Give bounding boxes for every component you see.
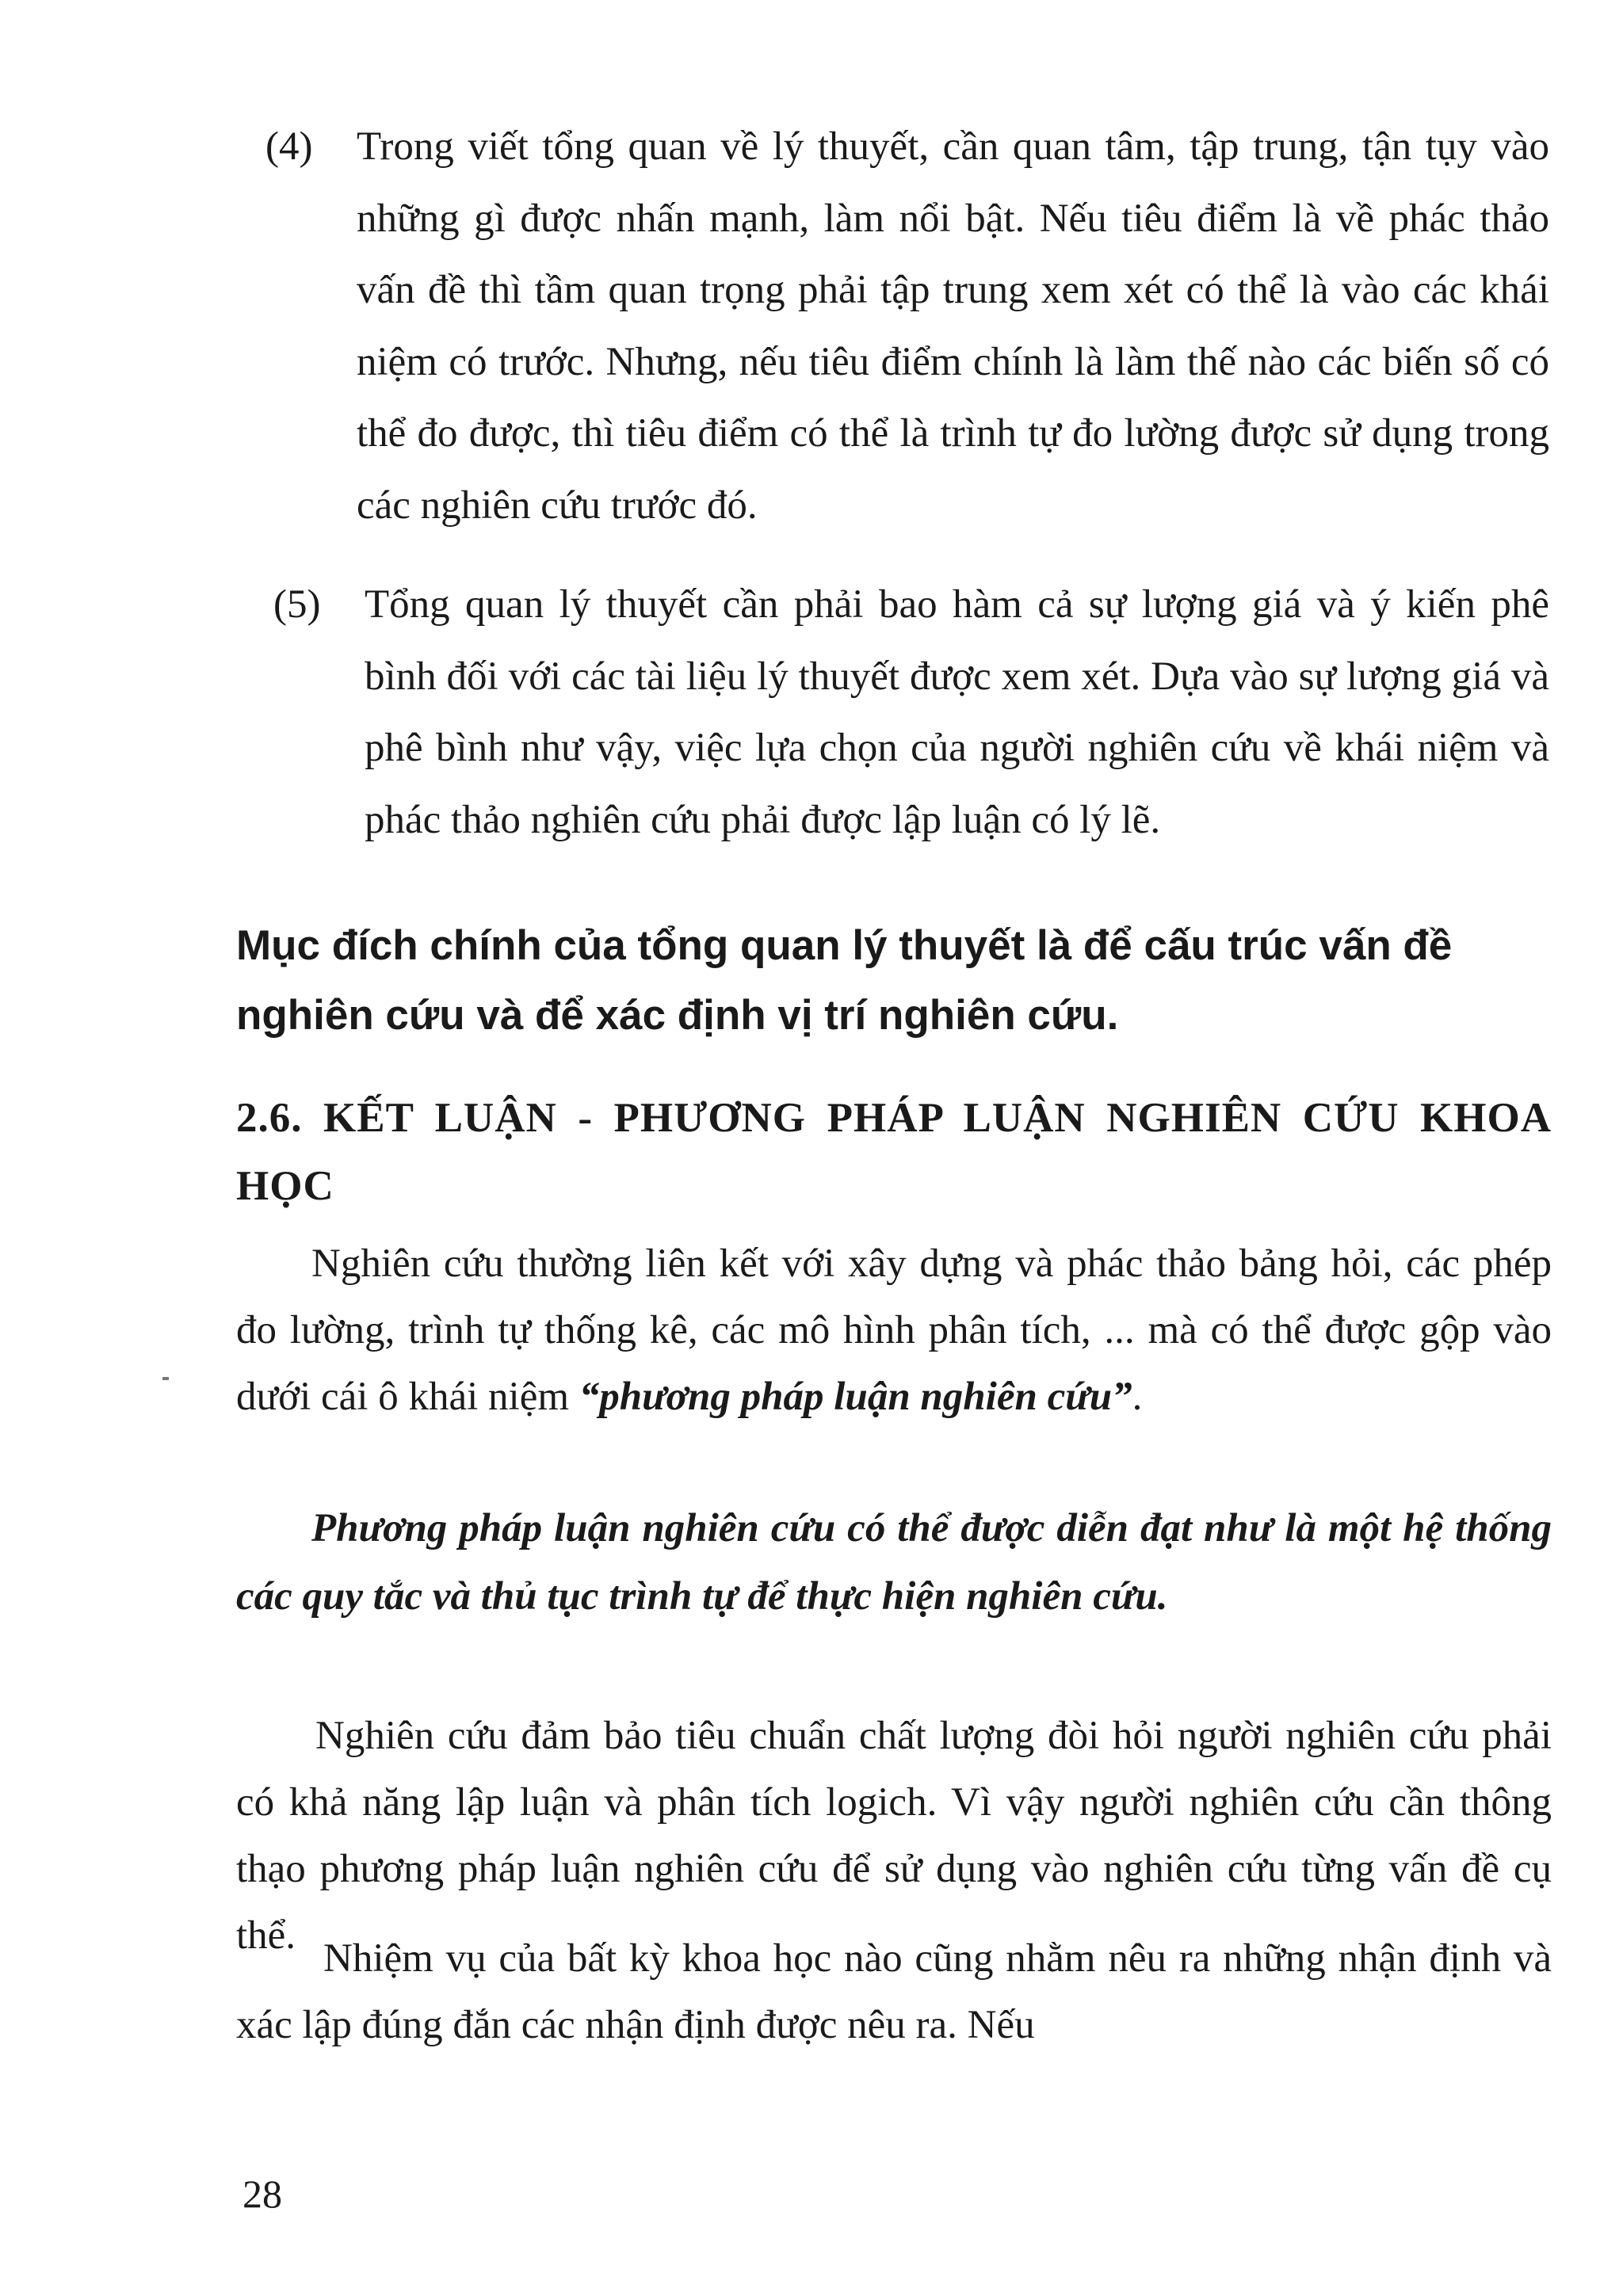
list-item-text: Trong viết tổng quan về lý thuyết, cần quan tâm, tập trung, tận tụy vào những gì được nhấn mạnh, làm nổi bật. Nếu tiêu điểm là về phác thảo vấn đề thì tầm quan trọng phải tập trung xem xét có thể là vào các khái niệm có trước. Nhưng, nếu tiêu điểm chính là làm thế nào các biến số có thể đo được, thì tiêu điểm có thể là trình tự đo lường được sử dụng trong các nghiên cứu trước đó.: [357, 124, 1549, 528]
paragraph-end: .: [1132, 1375, 1143, 1419]
paragraph: Nhiệm vụ của bất kỳ khoa học nào cũng nhằm nêu ra những nhận định và xác lập đúng đắn các nhận định được nêu ra. Nếu: [236, 1936, 1552, 2047]
key-term: “phương pháp luận nghiên cứu”: [579, 1375, 1132, 1419]
definition-paragraph: Phương pháp luận nghiên cứu có thể được diễn đạt như là một hệ thống các quy tắc và thủ tục trình tự để thực hiện nghiên cứu.: [236, 1506, 1552, 1619]
paragraph: Nghiên cứu đảm bảo tiêu chuẩn chất lượng đòi hỏi người nghiên cứu phải có khả năng lập luận và phân tích logich. Vì vậy người nghiên cứu cần thông thạo phương pháp luận nghiên cứu để sử dụng vào nghiên cứu từng vấn đề cụ thể.: [236, 1714, 1552, 1958]
paragraph-text: Nghiên cứu thường liên kết với xây dựng và phác thảo bảng hỏi, các phép đo lường, trình tự thống kê, các mô hình phân tích, ... mà có thể được gộp vào dưới cái ô khái niệm: [236, 1241, 1552, 1419]
scan-speck: [162, 1377, 169, 1380]
section-heading: 2.6. KẾT LUẬN - PHƯƠNG PHÁP LUẬN NGHIÊN CỨU KHOA HỌC: [236, 1095, 1552, 1209]
list-item-4: [265, 111, 1549, 541]
list-item-number: (5): [273, 582, 321, 627]
key-point-statement: Mục đích chính của tổng quan lý thuyết là để cấu trúc vấn đề nghiên cứu và để xác định vị trí nghiên cứu.: [236, 922, 1453, 1039]
paragraph: [236, 1230, 1552, 1430]
list-item-5: [273, 569, 1549, 856]
list-item-text: Tổng quan lý thuyết cần phải bao hàm cả sự lượng giá và ý kiến phê bình đối với các tài liệu lý thuyết được xem xét. Dựa vào sự lượng giá và phê bình như vậy, việc lựa chọn của người nghiên cứu về khái niệm và phác thảo nghiên cứu phải được lập luận có lý lẽ.: [365, 582, 1549, 842]
list-item-number: (4): [265, 124, 313, 169]
page-number: 28: [242, 2172, 282, 2216]
